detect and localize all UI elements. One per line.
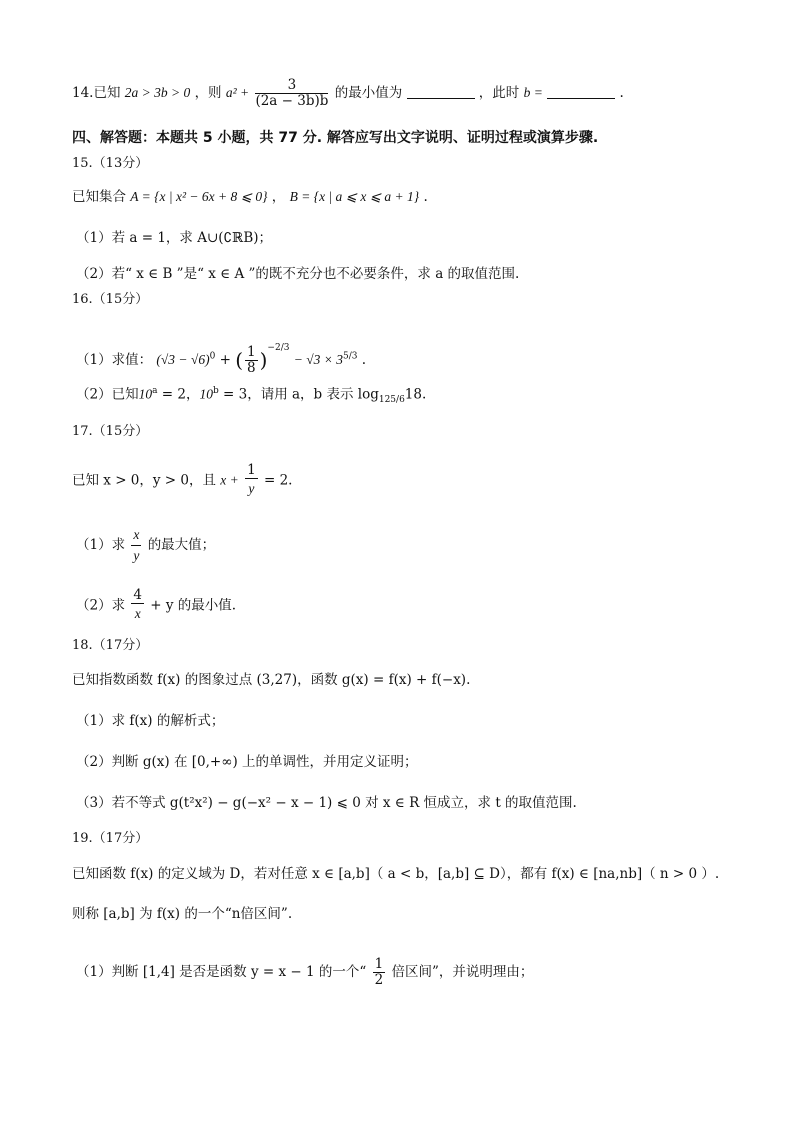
q16-p1-lparen: ( <box>235 348 244 372</box>
q14-b-eq: b = <box>523 85 543 100</box>
q19-stem-1: 已知函数 f(x) 的定义域为 D，若对任意 x ∈ [a,b]（ a < b，[a,b] ⊆ D），都有 f(x) ∈ [na,nb]（ n > 0 ）. <box>72 866 720 882</box>
q19-p1-lead: （1）判断 [1,4] 是否是函数 y = x − 1 的一个“ <box>76 964 367 980</box>
q19-number: 19.（17分） <box>72 831 149 846</box>
q18-part-2: （2）判断 g(x) 在 [0,+∞) 上的单调性，并用定义证明； <box>76 754 418 770</box>
q16-p1-lead: （1）求值： <box>76 352 153 368</box>
q19-part-1 <box>76 957 533 988</box>
q16-p1-rest: − √3 × 3 <box>293 352 344 367</box>
q16-p1-frac-den: 8 <box>247 360 256 376</box>
q15-sep: ， <box>271 189 286 205</box>
q17-stem-x: x + <box>220 472 239 488</box>
q14-answer-blank-2[interactable] <box>547 86 615 99</box>
q16-p1-frac-num: 1 <box>247 344 256 360</box>
q15-set-b: B = {x | a ⩽ x ⩽ a + 1} <box>289 189 420 204</box>
q16-p1-paren: (√3 − √6) <box>156 352 210 367</box>
q17-p1-frac-num: x <box>131 525 141 546</box>
q17-stem-fraction <box>245 463 258 499</box>
q14-end: . <box>619 85 624 101</box>
q17-stem <box>72 463 292 499</box>
q16-p2-exp-a: a <box>152 386 158 396</box>
q15-stem-lead: 已知集合 <box>72 189 126 205</box>
q16-p1-plus: + <box>219 352 236 368</box>
q19-stem-2: 则称 [a,b] 为 f(x) 的一个“n倍区间”. <box>72 906 293 922</box>
q15-number: 15.（13分） <box>72 156 149 171</box>
q17-p2-fraction <box>131 588 144 624</box>
q17-p1-fraction <box>131 525 141 566</box>
q14-condition: 2a > 3b > 0 <box>124 85 191 100</box>
q17-stem-frac-num: 1 <box>247 462 256 478</box>
q14-mid2: ，此时 <box>478 85 520 101</box>
q16-part-1 <box>76 338 366 376</box>
q17-p1-end: 的最大值； <box>147 537 216 553</box>
q19-p1-frac-den: 2 <box>374 972 384 988</box>
q16-p1-end: . <box>361 352 367 368</box>
q19-p1-fraction <box>373 957 386 988</box>
q17-p2-frac-den: x <box>134 606 141 621</box>
q18-part-1: （1）求 f(x) 的解析式； <box>76 713 225 729</box>
q14-frac-den: (2a − 3b)b <box>255 93 329 109</box>
q16-p2-exp-b: b <box>212 386 219 396</box>
q17-part-1 <box>76 525 215 566</box>
q15-set-a: A = {x | x² − 6x + 8 ⩽ 0} <box>130 189 268 204</box>
q16-p2-base2: 10 <box>199 386 213 402</box>
q16-p2-base1: 10 <box>138 386 153 402</box>
q14-mid: 的最小值为 <box>334 85 403 101</box>
q16-p1-exp0: 0 <box>209 351 216 362</box>
q17-p1-lead: （1）求 <box>76 537 126 553</box>
q16-p2-eq2: = 3，请用 a，b 表示 log <box>218 386 379 403</box>
q16-p1-exp53: 5/3 <box>343 351 358 362</box>
q14-answer-blank-1[interactable] <box>407 86 475 99</box>
q15-part-1: （1）若 a = 1，求 A∪(∁ℝB)； <box>76 230 273 246</box>
q15-part-2: （2）若“ x ∈ B ”是“ x ∈ A ”的既不充分也不必要条件，求 a 的取值范围. <box>76 266 520 282</box>
q17-p2-end: + y 的最小值. <box>150 597 237 614</box>
q17-stem-frac-den: y <box>248 481 255 496</box>
q15-stem-end: . <box>423 189 428 205</box>
q18-number: 18.（17分） <box>72 638 149 653</box>
q19-p1-frac-num: 1 <box>374 956 384 972</box>
q17-part-2 <box>76 588 236 624</box>
q14-lead: 14.已知 <box>72 85 121 101</box>
q16-p1-rparen: ) <box>259 348 268 372</box>
question-14 <box>72 78 624 109</box>
q18-stem: 已知指数函数 f(x) 的图象过点 (3,27)，函数 g(x) = f(x) + f(−x). <box>72 672 471 688</box>
q16-p1-exp-neg: −2/3 <box>267 343 290 353</box>
q16-part-2 <box>76 381 426 410</box>
q17-number: 17.（15分） <box>72 424 149 439</box>
q16-p2-lead: （2）已知 <box>76 386 139 403</box>
q16-number: 16.（15分） <box>72 292 149 307</box>
q18-part-3: （3）若不等式 g(t²x²) − g(−x² − x − 1) ⩽ 0 对 x ∈ R 恒成立，求 t 的取值范围. <box>76 795 577 811</box>
q17-p2-lead: （2）求 <box>76 597 126 614</box>
q16-p2-eq1: = 2， <box>157 386 200 403</box>
q14-then: ，则 <box>194 85 222 101</box>
q14-fraction <box>255 78 328 109</box>
q14-frac-num: 3 <box>255 78 328 94</box>
q15-stem <box>72 187 428 207</box>
q19-p1-end: 倍区间”，并说明理由； <box>391 964 534 980</box>
section-heading: 四、解答题：本题共 5 小题，共 77 分. 解答应写出文字说明、证明过程或演算步骤. <box>72 130 599 146</box>
q14-expr: a² + <box>225 85 250 100</box>
q17-p2-frac-num: 4 <box>133 587 142 603</box>
q16-p1-fraction <box>245 345 258 376</box>
q16-p2-end: 18. <box>404 386 427 403</box>
q17-stem-end: = 2. <box>263 472 293 489</box>
q17-p1-frac-den: y <box>133 548 140 563</box>
q16-p2-log-base: 125/6 <box>378 395 405 406</box>
q17-stem-lead: 已知 x > 0，y > 0，且 <box>72 472 216 489</box>
